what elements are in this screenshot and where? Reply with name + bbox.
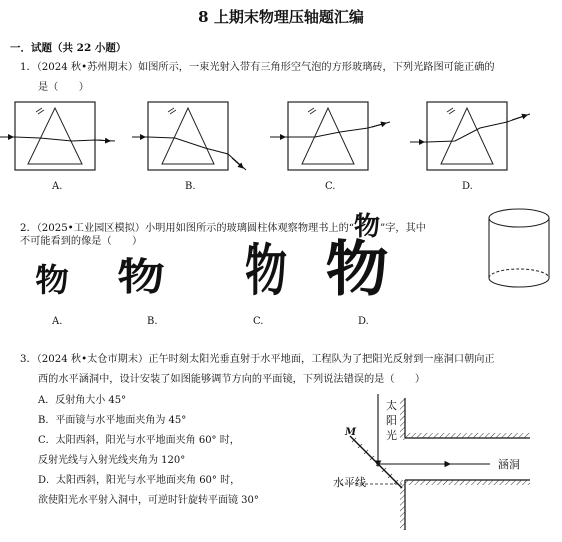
q1-figure-a: [0, 102, 115, 170]
q3-fig-tunnel-label: 涵洞: [498, 458, 520, 471]
q1-option-c: C.: [325, 181, 336, 192]
q2-stem-part2: ”字，其中: [379, 223, 426, 234]
q1-stem-line2: 是（ ）: [38, 82, 89, 93]
q1-figure-d: [410, 102, 530, 170]
q2-option-d: D.: [358, 316, 369, 327]
q3-stem-line2: 西的水平涵洞中，设计安装了如图能够调节方向的平面镜，下列说法错误的是（ ）: [38, 374, 426, 385]
q3-fig-sun-char1: 太: [386, 399, 397, 412]
q3-option-c-line2: 反射光线与入射光线夹角为 120°: [38, 455, 186, 466]
q1-option-a: A.: [52, 181, 63, 192]
q3-option-c-line1: C．太阳西斜，阳光与水平地面夹角 60° 时，: [38, 435, 240, 446]
q3-fig-ground-label: 水平线: [333, 476, 366, 489]
q2-option-c: C.: [253, 316, 264, 327]
q3-option-d-line1: D．太阳西斜，阳光与水平地面夹角 60° 时，: [38, 475, 241, 486]
q2-image-b: 物: [117, 255, 165, 299]
q3-fig-sun-char3: 光: [386, 429, 397, 442]
q2-image-c: 物: [245, 239, 287, 304]
q3-option-a: A．反射角大小 45°: [38, 395, 127, 406]
q1-option-d: D.: [462, 181, 473, 192]
q2-stem-line2: 不可能看到的像是（ ）: [20, 236, 143, 247]
section-heading: 一．试题（共 22 小题）: [10, 42, 127, 54]
q2-image-d: 物: [325, 235, 389, 305]
q3-fig-mirror-label: M: [345, 427, 357, 438]
q3-option-b: B．平面镜与水平地面夹角为 45°: [38, 415, 187, 426]
q1-figures: [0, 96, 562, 176]
q1-stem-line1: 1．（2024 秋•苏州期末）如图所示，一束光射入带有三角形空气泡的方形玻璃砖，下列光路图可能正确的: [20, 62, 495, 73]
q3-stem-line1: 3．（2024 秋•太仓市期末）正午时刻太阳光垂直射于水平地面，工程队为了把阳光反射到一座洞口朝向正: [20, 354, 495, 365]
q1-option-b: B.: [185, 181, 196, 192]
q3-option-d-line2: 欲使阳光水平射入洞中，可逆时针旋转平面镜 30°: [38, 495, 259, 506]
glass-cylinder-figure: [486, 206, 552, 292]
q2-image-a: 物: [35, 261, 69, 299]
q2-option-a: A.: [52, 316, 63, 327]
q3-fig-sunlight-label: [386, 398, 398, 443]
q1-figure-b: [132, 102, 246, 170]
q1-figure-c: [270, 102, 390, 170]
q2-stem-part1: 2．（2025•工业园区模拟）小明用如图所示的玻璃圆柱体观察物理书上的“: [20, 223, 354, 234]
q3-fig-sun-char2: 阳: [386, 414, 397, 427]
q2-stem-char: 物: [353, 212, 380, 242]
q2-option-b: B.: [147, 316, 158, 327]
page-title: 8 上期末物理压轴题汇编: [198, 8, 364, 26]
